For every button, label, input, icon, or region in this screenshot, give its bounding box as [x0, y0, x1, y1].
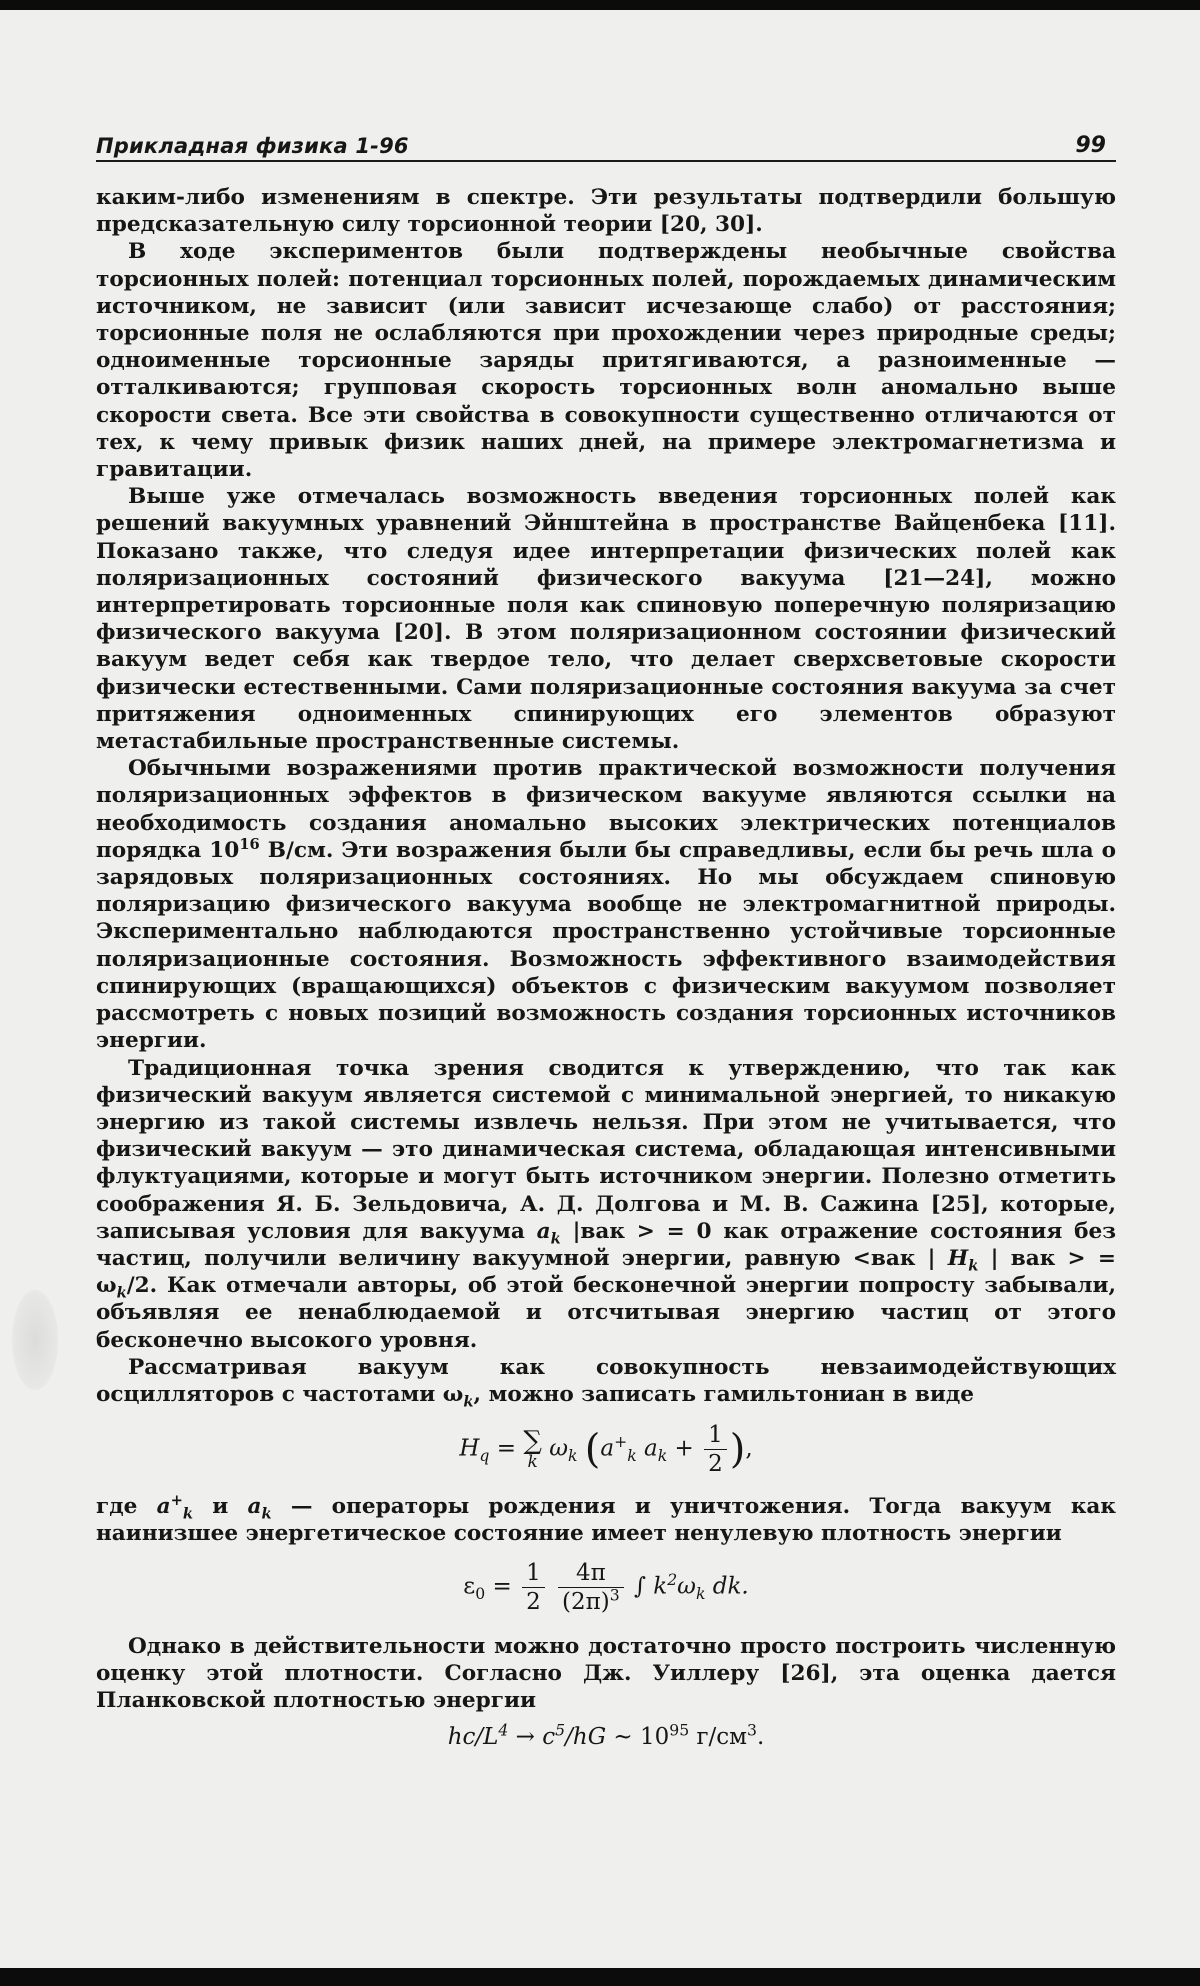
paragraph-8: Однако в действительности можно достаточно просто построить численную оценку этой плотности. Согласно Дж. Уиллеру [26], эта оценка дается Планковской плотностью энергии [96, 1633, 1116, 1713]
f3-slash1: / [475, 1724, 484, 1751]
journal-page [96, 130, 1116, 1750]
p5-h-symbol: H [947, 1245, 969, 1271]
f3-dot: . [756, 1724, 765, 1751]
f2-k-sup: 2 [667, 1569, 678, 1589]
p7-adag-sub: k [182, 1505, 194, 1523]
f3-ten-sup: 95 [669, 1720, 690, 1740]
f1-eq: = [496, 1435, 517, 1462]
p7-a-sub: k [261, 1505, 272, 1523]
f1-a1-sub: k [627, 1446, 637, 1466]
p6-text-b: , можно записать гамильтониан в виде [473, 1381, 975, 1407]
f3-L: L [483, 1724, 499, 1751]
f1-omega: ω [549, 1435, 568, 1462]
f1-lparen: ( [584, 1426, 601, 1473]
f2-frac2-den [558, 1584, 624, 1615]
p4-text-a: Обычными возражениями против практической возможности получения поляризационных эффектов в физическом вакууме являются ссылки на необходимость создания аномально высоких электрических потенциалов порядка 10 [96, 756, 1116, 863]
f2-omega-sub: k [695, 1583, 706, 1603]
hamiltonian-formula [96, 1422, 1116, 1477]
f1-plus: + [674, 1435, 694, 1462]
p7-a: a [247, 1494, 262, 1520]
f1-sum [523, 1428, 542, 1471]
f2-lhs: ε [463, 1573, 476, 1600]
journal-title: Прикладная физика 1-96 [96, 134, 409, 158]
f2-k: k [653, 1573, 668, 1600]
p5-a-sub: k [550, 1230, 561, 1248]
p7-text-a: где [96, 1494, 157, 1520]
f3-L-sup: 4 [498, 1720, 509, 1740]
p7-adag: a [156, 1494, 171, 1520]
p5-text-b: |вак > = 0 как отражение состояния без частиц, получили величину вакуумной энергии, равную <вак | [96, 1218, 1116, 1271]
paragraph-4 [96, 755, 1116, 1054]
scan-border-bottom [0, 1968, 1200, 1986]
f1-half [704, 1422, 727, 1477]
f2-frac2-num: 4π [558, 1560, 624, 1588]
paragraph-7 [96, 1493, 1116, 1547]
sum-symbol: ∑ [523, 1426, 542, 1457]
scan-shadow-mark [12, 1290, 58, 1390]
f1-omega-sub: k [567, 1446, 578, 1466]
p5-text-a: Традиционная точка зрения сводится к утверждению, что так как физический вакуум является системой с минимальной энергией, то никакую энергию из такой системы извлечь нельзя. При этом не учитывается, что физический вакуум — это динамическая система, обладающая интенсивными флуктуациями, которые и могут быть источником энергии. Полезно отметить соображения Я. Б. Зельдовича, А. Д. Долгова и М. В. Сажина [25], которые, записывая условия для вакуума [96, 1055, 1116, 1244]
f1-lhs: H [459, 1435, 480, 1462]
f3-c: c [542, 1724, 556, 1751]
f2-integral: ∫ [633, 1573, 646, 1600]
paragraph-3: Выше уже отмечалась возможность введения торсионных полей как решений вакуумных уравнений Эйнштейна в пространстве Вайценбека [11]. Показано также, что следуя идее интерпретации физических полей как поляризационных состояний физического вакуума [21—24], можно интерпретировать торсионные поля как спиновую поперечную поляризацию физического вакуума [20]. В этом поляризационном состоянии физический вакуум ведет себя как твердое тело, что делает сверхсветовые скорости физически естественными. Сами поляризационные состояния вакуума за счет притяжения одноименных спинирующих его элементов образуют метастабильные пространственные системы. [96, 484, 1116, 755]
article-body [96, 184, 1116, 1750]
f1-a2: a [643, 1435, 658, 1462]
planck-density-formula [96, 1720, 1116, 1751]
f3-slash2: / [565, 1724, 573, 1751]
p5-omega-sub: k [116, 1284, 127, 1302]
f1-a1-sup: + [614, 1431, 628, 1451]
scan-border-top [0, 0, 1200, 10]
f2-frac-1 [522, 1560, 545, 1615]
p6-omega-sub: k [463, 1393, 474, 1411]
f3-units-sup: 3 [747, 1720, 757, 1740]
page-number: 99 [1075, 133, 1106, 158]
f1-lhs-sub: q [479, 1446, 490, 1466]
f3-arrow: → [508, 1724, 543, 1751]
p7-text-mid: и [193, 1494, 248, 1520]
f1-comma: , [745, 1435, 753, 1462]
f2-frac2-den-sup: 3 [609, 1584, 620, 1604]
f1-a2-sub: k [657, 1446, 668, 1466]
p4-exponent: 16 [239, 835, 260, 853]
f1-half-den: 2 [708, 1451, 723, 1478]
p5-text-d: /2. Как отмечали авторы, об этой бесконечной энергии попросту забывали, объявляя ее ненаблюдаемой и отсчитывая энергию частиц от этого бесконечно высокого уровня. [96, 1273, 1116, 1353]
f3-c-sup: 5 [555, 1720, 566, 1740]
paragraph-5 [96, 1055, 1116, 1354]
paragraph-2: В ходе экспериментов были подтверждены необычные свойства торсионных полей: потенциал торсионных полей, порождаемых динамическим источником, не зависит (или зависит исчезающе слабо) от расстояния; торсионные поля не ослабляются при прохождении через природные среды; одноименные торсионные заряды притягиваются, а разноименные — отталкиваются; групповая скорость торсионных волн аномально выше скорости света. Все эти свойства в совокупности существенно отличаются от тех, к чему привык физик наших дней, на примере электромагнетизма и гравитации. [96, 239, 1116, 483]
energy-density-formula [96, 1560, 1116, 1615]
p5-a-symbol: a [536, 1218, 551, 1244]
f3-hG: hG [572, 1724, 607, 1751]
p4-text-b: В/см. Эти возражения были бы справедливы, если бы речь шла о зарядовых поляризационных состояниях. Но мы обсуждаем спиновую поляризацию физического вакуума вообще не электромагнитной природы. Экспериментально наблюдаются пространственно устойчивые торсионные поляризационные состояния. Возможность эффективного взаимодействия спинирующих (вращающихся) объектов с физическим вакуумом позволяет рассмотреть с новых позиций возможность создания торсионных источников энергии. [96, 837, 1117, 1054]
sum-index: k [527, 1452, 538, 1473]
f2-frac1-den: 2 [526, 1588, 541, 1615]
f2-frac2-den-base: (2π) [562, 1588, 610, 1615]
f2-frac-2 [558, 1560, 624, 1615]
f2-omega: ω [677, 1573, 696, 1600]
p5-text-c: | вак > = ω [96, 1245, 1116, 1299]
paragraph-1: каким-либо изменениям в спектре. Эти результаты подтвердили большую предсказательную силу торсионной теории [20, 30]. [96, 185, 1116, 238]
p6-text-a: Рассматривая вакуум как совокупность невзаимодействующих осцилляторов с частотами ω [96, 1354, 1116, 1407]
f2-dk: dk. [705, 1573, 749, 1600]
f3-tilde: ~ [606, 1724, 640, 1751]
f3-units: г/см [689, 1724, 748, 1751]
f3-hc: hc [447, 1724, 476, 1751]
running-head [96, 130, 1116, 162]
f2-eq: = [492, 1573, 512, 1600]
f2-frac1-num: 1 [522, 1560, 545, 1588]
f1-a1: a [600, 1435, 615, 1462]
f2-lhs-sub: 0 [475, 1583, 486, 1603]
p7-adag-sup: + [170, 1491, 183, 1509]
paragraph-6 [96, 1354, 1116, 1411]
f1-half-num: 1 [704, 1422, 727, 1450]
f3-ten: 10 [639, 1724, 670, 1751]
p5-h-sub: k [968, 1257, 979, 1275]
p7-text-b: — операторы рождения и уничтожения. Тогда вакуум как наинизшее энергетическое состояние имеет ненулевую плотность энергии [96, 1494, 1117, 1547]
f1-rparen: ) [729, 1426, 746, 1473]
